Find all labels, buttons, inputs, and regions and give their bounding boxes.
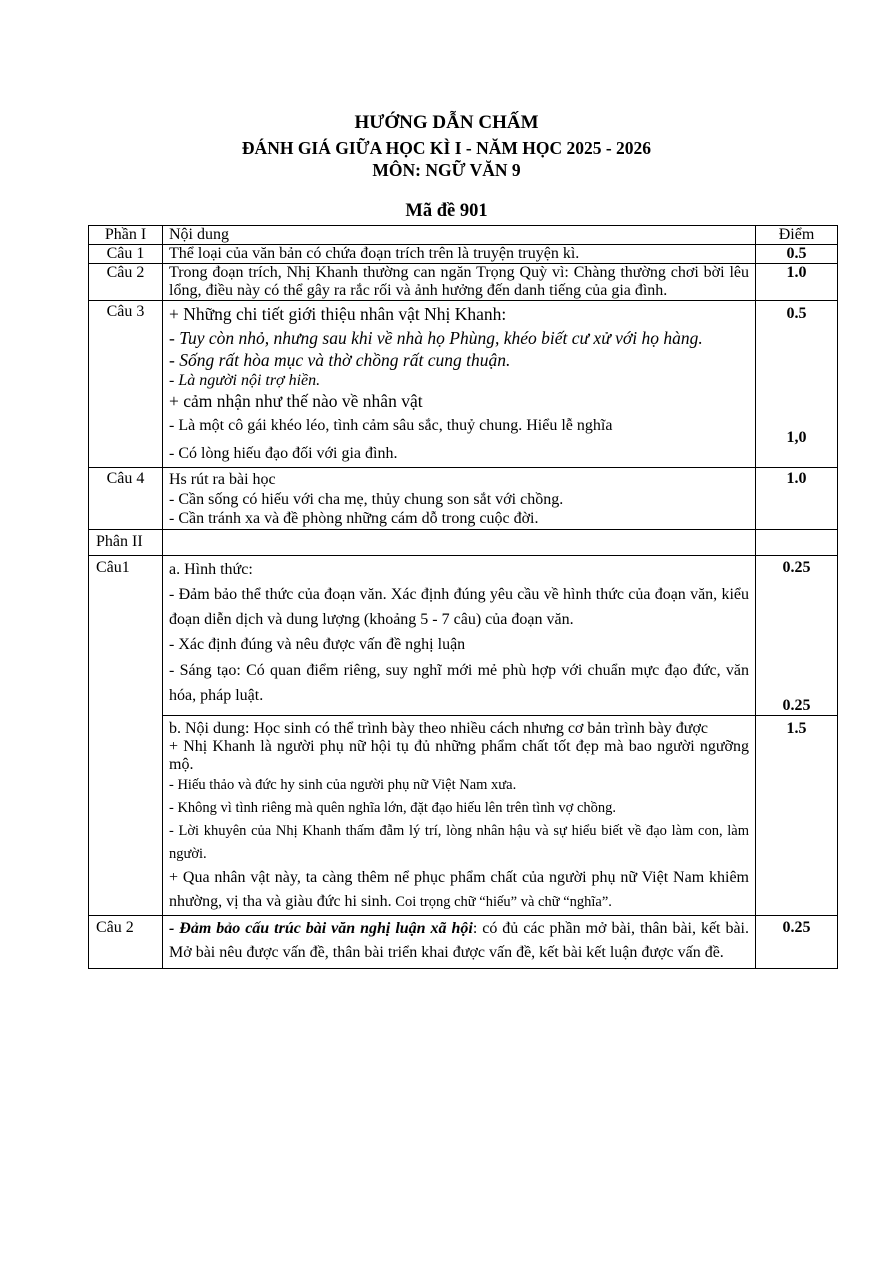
content-line: + Những chi tiết giới thiệu nhân vật Nhị Khanh: — [169, 304, 507, 324]
content-line: - Không vì tình riêng mà quên nghĩa lớn, đặt đạo hiếu lên trên tình vợ chồng. — [169, 799, 617, 816]
row-score — [756, 301, 838, 468]
row-content — [163, 555, 756, 715]
content-line: - Sống rất hòa mục và thờ chồng rất cung thuận. — [169, 350, 511, 370]
content-line: - Sáng tạo: Có quan điểm riêng, suy nghĩ mới mẻ phù hợp với chuẩn mực đạo đức, văn hóa, pháp luật. — [169, 661, 749, 704]
content-line: - Lời khuyên của Nhị Khanh thấm đẫm lý trí, lòng nhân hậu và sự hiểu biết về đạo làm con, làm người. — [169, 822, 749, 862]
content-line: a. Hình thức: — [169, 560, 253, 578]
content-text: Coi trọng chữ “hiếu” và chữ “nghĩa”. — [391, 894, 612, 910]
row-label: Câu1 — [89, 555, 163, 915]
row-content — [163, 915, 756, 968]
exam-code: Mã đề 901 — [405, 201, 488, 221]
table-row — [89, 915, 838, 968]
content-line: - Cần tránh xa và đề phòng những cám dỗ trong cuộc đời. — [169, 510, 539, 527]
table-row — [89, 301, 838, 468]
row-content — [163, 468, 756, 530]
row-score: 1.5 — [756, 715, 838, 915]
score-value: 0.5 — [786, 305, 807, 322]
score-value: 0.25 — [782, 558, 811, 576]
table-header-row — [89, 226, 838, 245]
content-emphasis: - Đảm bảo cấu trúc bài văn nghị luận xã hội — [169, 919, 473, 937]
row-label: Câu 2 — [89, 915, 163, 968]
content-line: Hs rút ra bài học — [169, 471, 276, 488]
content-line: - Cần sống có hiếu với cha mẹ, thủy chung son sắt với chồng. — [169, 490, 564, 508]
subject-line: MÔN: NGỮ VĂN 9 — [372, 160, 521, 180]
row-score: 1.0 — [756, 468, 838, 530]
row-content — [163, 715, 756, 915]
grading-table — [88, 225, 838, 969]
header-content: Nội dung — [163, 226, 756, 245]
row-label: Câu 4 — [89, 468, 163, 530]
content-text: : có đủ các phần mở bài, thân bài, kết bài. Mở bài nêu được vấn đề, thân bài triển khai được vấn đề, kết bài kết luận được vấn đề. — [169, 919, 750, 961]
row-label: Câu 1 — [89, 245, 163, 264]
content-line: - Hiếu thảo và đức hy sinh của người phụ nữ Việt Nam xưa. — [169, 776, 517, 793]
row-score — [756, 529, 838, 555]
table-row — [89, 555, 838, 715]
table-row — [89, 468, 838, 530]
header-part: Phần I — [89, 226, 163, 245]
content-line: - Xác định đúng và nêu được vấn đề nghị luận — [169, 636, 466, 653]
row-score — [756, 555, 838, 715]
row-score: 0.25 — [756, 915, 838, 968]
row-label: Câu 2 — [89, 264, 163, 301]
score-value: 0.25 — [782, 696, 811, 714]
row-content: Trong đoạn trích, Nhị Khanh thường can ngăn Trọng Quỳ vì: Chàng thường chơi bời lêu lổng, điều này có thể gây ra rắc rối và ảnh hưởng đến danh tiếng của gia đình. — [163, 264, 756, 301]
content-line: + Nhị Khanh là người phụ nữ hội tụ đủ những phẩm chất tốt đẹp mà bao người ngưỡng mộ. — [169, 737, 749, 773]
score-value: 1,0 — [786, 429, 807, 446]
row-label: Phân II — [89, 529, 163, 555]
content-line: + cảm nhận như thế nào về nhân vật — [169, 391, 423, 411]
content-line: - Đảm bảo thể thức của đoạn văn. Xác định đúng yêu cầu về hình thức của đoạn văn, kiểu đoạn diễn dịch và dung lượng (khoảng 5 - 7 câu) của đoạn văn. — [169, 586, 749, 628]
content-text: + Qua nhân vật này, ta càng thêm nể phục phẩm chất của người phụ nữ Việt Nam khiêm nhường, vị tha và giàu đức hi sinh. — [169, 868, 749, 910]
content-line: b. Nội dung: Học sinh có thể trình bày theo nhiều cách nhưng cơ bản trình bày được — [169, 719, 709, 737]
page-title: HƯỚNG DẪN CHẤM — [354, 112, 539, 133]
row-label: Câu 3 — [89, 301, 163, 468]
table-row — [89, 245, 838, 264]
header-score: Điểm — [756, 226, 838, 245]
content-line: - Là một cô gái khéo léo, tình cảm sâu sắc, thuỷ chung. Hiểu lễ nghĩa — [169, 417, 613, 434]
table-row — [89, 264, 838, 301]
row-content — [163, 529, 756, 555]
row-score: 1.0 — [756, 264, 838, 301]
row-score: 0.5 — [756, 245, 838, 264]
row-content: Thể loại của văn bản có chứa đoạn trích trên là truyện truyện kì. — [163, 245, 756, 264]
table-row — [89, 715, 838, 915]
table-row — [89, 529, 838, 555]
exam-subtitle: ĐÁNH GIÁ GIỮA HỌC KÌ I - NĂM HỌC 2025 - 2026 — [241, 138, 652, 158]
content-line — [169, 866, 749, 915]
content-line: - Tuy còn nhỏ, nhưng sau khi về nhà họ Phùng, khéo biết cư xử với họ hàng. — [169, 328, 703, 348]
content-line: - Là người nội trợ hiền. — [169, 372, 321, 389]
content-line: - Có lòng hiếu đạo đối với gia đình. — [169, 445, 398, 462]
row-content — [163, 301, 756, 468]
